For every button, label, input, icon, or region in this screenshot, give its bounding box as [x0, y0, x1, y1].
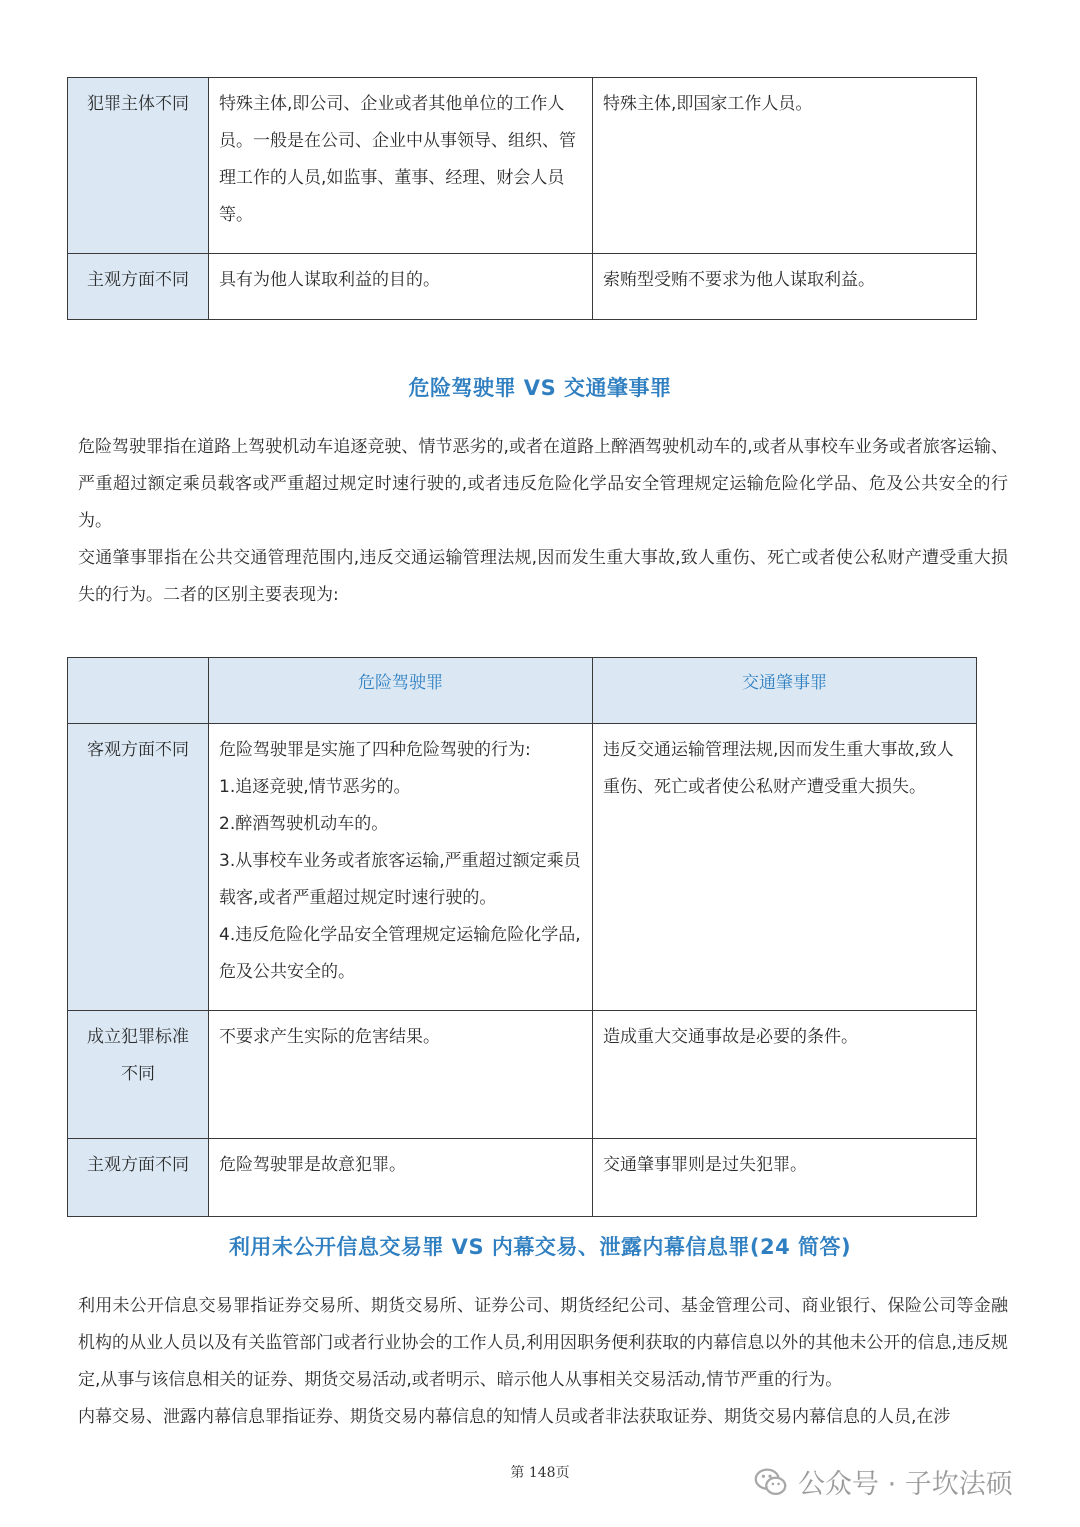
table-cell: 索贿型受贿不要求为他人谋取利益。: [593, 254, 977, 320]
table-cell: 交通肇事罪则是过失犯罪。: [593, 1139, 977, 1217]
table-cell: 造成重大交通事故是必要的条件。: [593, 1011, 977, 1139]
list-item: 1.追逐竞驶,情节恶劣的。: [219, 777, 411, 797]
table-row: [68, 724, 977, 1011]
paragraph: 危险驾驶罪指在道路上驾驶机动车追逐竞驶、情节恶劣的,或者在道路上醉酒驾驶机动车的,或者从事校车业务或者旅客运输、严重超过额定乘员载客或严重超过规定时速行驶的,或者违反危险化学品安全管理规定运输危险化学品、危及公共安全的行为。: [78, 437, 1008, 531]
watermark: [752, 1462, 1013, 1501]
paragraph: 内幕交易、泄露内幕信息罪指证券、期货交易内幕信息的知情人员或者非法获取证券、期货交易内幕信息的人员,在涉: [78, 1407, 951, 1427]
watermark-text: 公众号 · 子坎法硕: [798, 1469, 1013, 1500]
list-item: 3.从事校车业务或者旅客运输,严重超过额定乘员载客,或者严重超过规定时速行驶的。: [219, 851, 581, 908]
table-row: [68, 254, 977, 320]
table-cell: 不要求产生实际的危害结果。: [209, 1011, 593, 1139]
paragraph: 利用未公开信息交易罪指证券交易所、期货交易所、证券公司、期货经纪公司、基金管理公司、商业银行、保险公司等金融机构的从业人员以及有关监管部门或者行业协会的工作人员,利用因职务便利获取的内幕信息以外的其他未公开的信息,违反规定,从事与该信息相关的证券、期货交易活动,或者明示、暗示他人从事相关交易活动,情节严重的行为。: [78, 1296, 1008, 1390]
table-cell: 违反交通运输管理法规,因而发生重大事故,致人重伤、死亡或者使公私财产遭受重大损失。: [593, 724, 977, 1011]
section-title: 利用未公开信息交易罪 VS 内幕交易、泄露内幕信息罪(24 简答): [228, 1235, 852, 1259]
table-cell: 具有为他人谋取利益的目的。: [209, 254, 593, 320]
section-body: [78, 429, 1008, 614]
list-item: 4.违反危险化学品安全管理规定运输危险化学品,危及公共安全的。: [219, 925, 581, 982]
cell-intro: 危险驾驶罪是实施了四种危险驾驶的行为:: [219, 740, 531, 760]
table-row: [68, 78, 977, 254]
paragraph: 交通肇事罪指在公共交通管理范围内,违反交通运输管理法规,因而发生重大事故,致人重伤、死亡或者使公私财产遭受重大损失的行为。二者的区别主要表现为:: [78, 548, 1008, 605]
page-number: 第 148页: [510, 1465, 570, 1481]
wechat-icon: [752, 1463, 790, 1501]
row-label: 犯罪主体不同: [68, 78, 209, 254]
column-header: 交通肇事罪: [593, 658, 977, 724]
section-title: 危险驾驶罪 VS 交通肇事罪: [408, 376, 672, 400]
table-cell: 特殊主体,即国家工作人员。: [593, 78, 977, 254]
list-item: 2.醉酒驾驶机动车的。: [219, 814, 389, 834]
table-corner-cell: [68, 658, 209, 724]
column-header: 危险驾驶罪: [209, 658, 593, 724]
comparison-table-bribery: [67, 77, 977, 320]
table-header-row: [68, 658, 977, 724]
row-label: 主观方面不同: [68, 254, 209, 320]
row-label: 客观方面不同: [68, 724, 209, 1011]
comparison-table-driving: [67, 657, 977, 1217]
section-body: [78, 1288, 1008, 1436]
table-cell: [209, 724, 593, 1011]
row-label: 主观方面不同: [68, 1139, 209, 1217]
table-row: [68, 1139, 977, 1217]
table-cell: 特殊主体,即公司、企业或者其他单位的工作人员。一般是在公司、企业中从事领导、组织、管理工作的人员,如监事、董事、经理、财会人员等。: [209, 78, 593, 254]
row-label: 成立犯罪标准不同: [68, 1011, 209, 1139]
table-cell: 危险驾驶罪是故意犯罪。: [209, 1139, 593, 1217]
table-row: [68, 1011, 977, 1139]
